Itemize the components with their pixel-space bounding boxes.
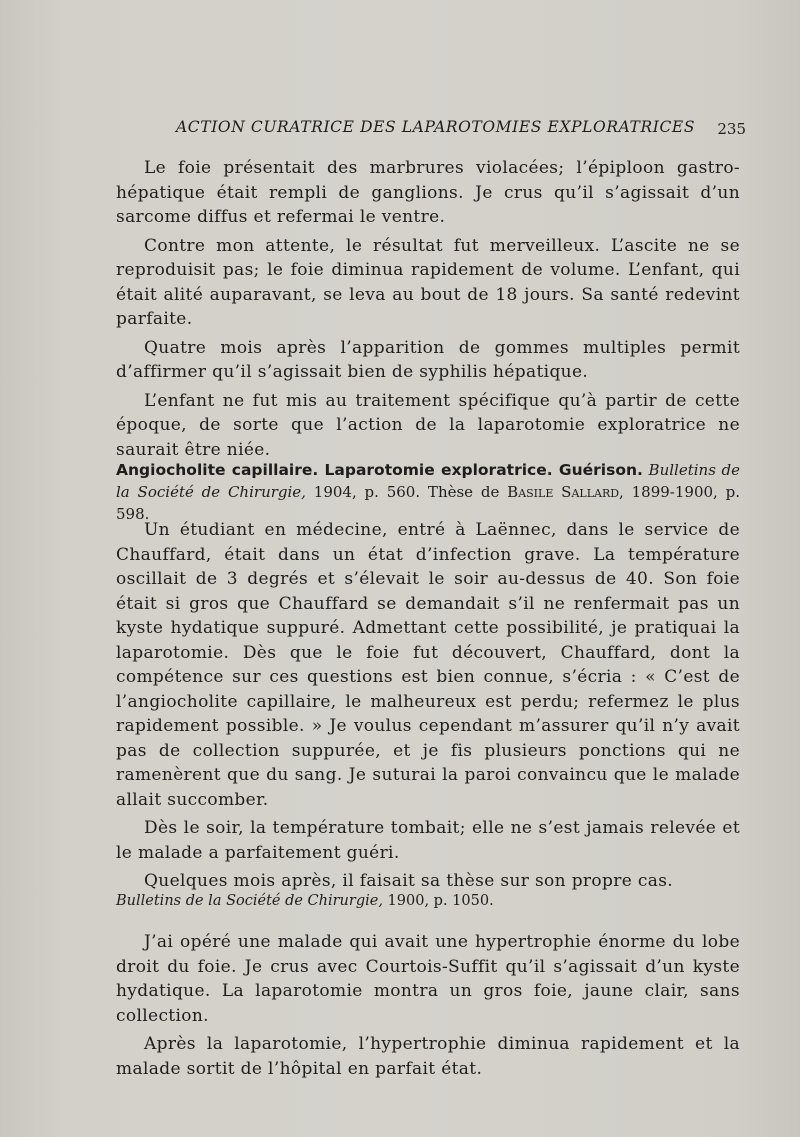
running-title: ACTION CURATRICE DES LAPAROTOMIES EXPLORATRICES (176, 118, 696, 136)
reference-text: , 1899-1900, p. 598. (116, 483, 741, 523)
reference-text: 1900, p. 1050. (382, 893, 494, 909)
paragraph: L’enfant ne fut mis au traitement spécifique qu’à partir de cette époque, de sorte que l’action de la laparotomie exploratrice ne saurait être niée. (116, 390, 740, 460)
page-number: 235 (717, 120, 746, 138)
paragraph: Un étudiant en médecine, entré à Laënnec, dans le service de Chauffard, était dans un état d’infection grave. La température oscillait de 3 degrés et s’élevait le soir au-dessus de 40. Son foie était si gros que Chauffard se demandait s’il ne renfermait pas un kyste hydatique suppuré. Admettant cette possibilité, je pratiquai la laparotomie. Dès que le foie fut découvert, Chauffard, dont la compétence sur ces questions est bien connue, s’écria : « C’est de l’angiocholite capillaire, le malheureux est perdu; refermez le plus rapidement possible. » Je voulus cependant m’assurer qu’il n’y avait pas de collection suppurée, et je fis plusieurs ponctions qui ne ramenèrent que du sang. Je suturai la paroi convaincu que le malade allait succomber. (116, 520, 740, 810)
journal-name: Bulletins de la Société de Chirurgie, (116, 893, 383, 909)
section-3-text (116, 930, 740, 1081)
author-name: Basile Sallard (507, 483, 620, 501)
paragraph: J’ai opéré une malade qui avait une hypertrophie énorme du lobe droit du foie. Je crus avec Courtois-Suffit qu’il s’agissait d’un kyste hydatique. La laparotomie montra un gros foie, jaune clair, sans collection. (116, 932, 740, 1026)
paragraph: Après la laparotomie, l’hypertrophie diminua rapidement et la malade sortit de l’hôpital en parfait état. (116, 1034, 740, 1079)
paragraph: Le foie présentait des marbrures violacées; l’épiploon gastro-hépatique était rempli de ganglions. Je crus qu’il s’agissait d’un sarcome diffus et refermai le ventre. (116, 158, 740, 227)
case-heading (116, 459, 740, 525)
page-header (176, 118, 746, 142)
section-1-text (116, 156, 740, 462)
journal-name: Bulletins de la Société de Chirurgie, (116, 461, 740, 501)
reference-text: 1904, p. 560. Thèse de (305, 483, 508, 501)
case-title: Angiocholite capillaire. Laparotomie exploratrice. Guérison. (116, 461, 643, 479)
paragraph: Dès le soir, la température tombait; elle ne s’est jamais relevée et le malade a parfaitement guéri. (116, 818, 740, 863)
paragraph: Contre mon attente, le résultat fut merveilleux. L’ascite ne se reproduisit pas; le foie diminua rapidement de volume. L’enfant, qui était alité auparavant, se leva au bout de 18 jours. Sa santé redevint parfaite. (116, 235, 740, 329)
paragraph: Quelques mois après, il faisait sa thèse sur son propre cas. (144, 871, 674, 891)
section-2-text (116, 518, 740, 894)
source-reference (116, 890, 740, 912)
paragraph: Quatre mois après l’apparition de gommes multiples permit d’affirmer qu’il s’agissait bien de syphilis hépatique. (116, 337, 740, 382)
